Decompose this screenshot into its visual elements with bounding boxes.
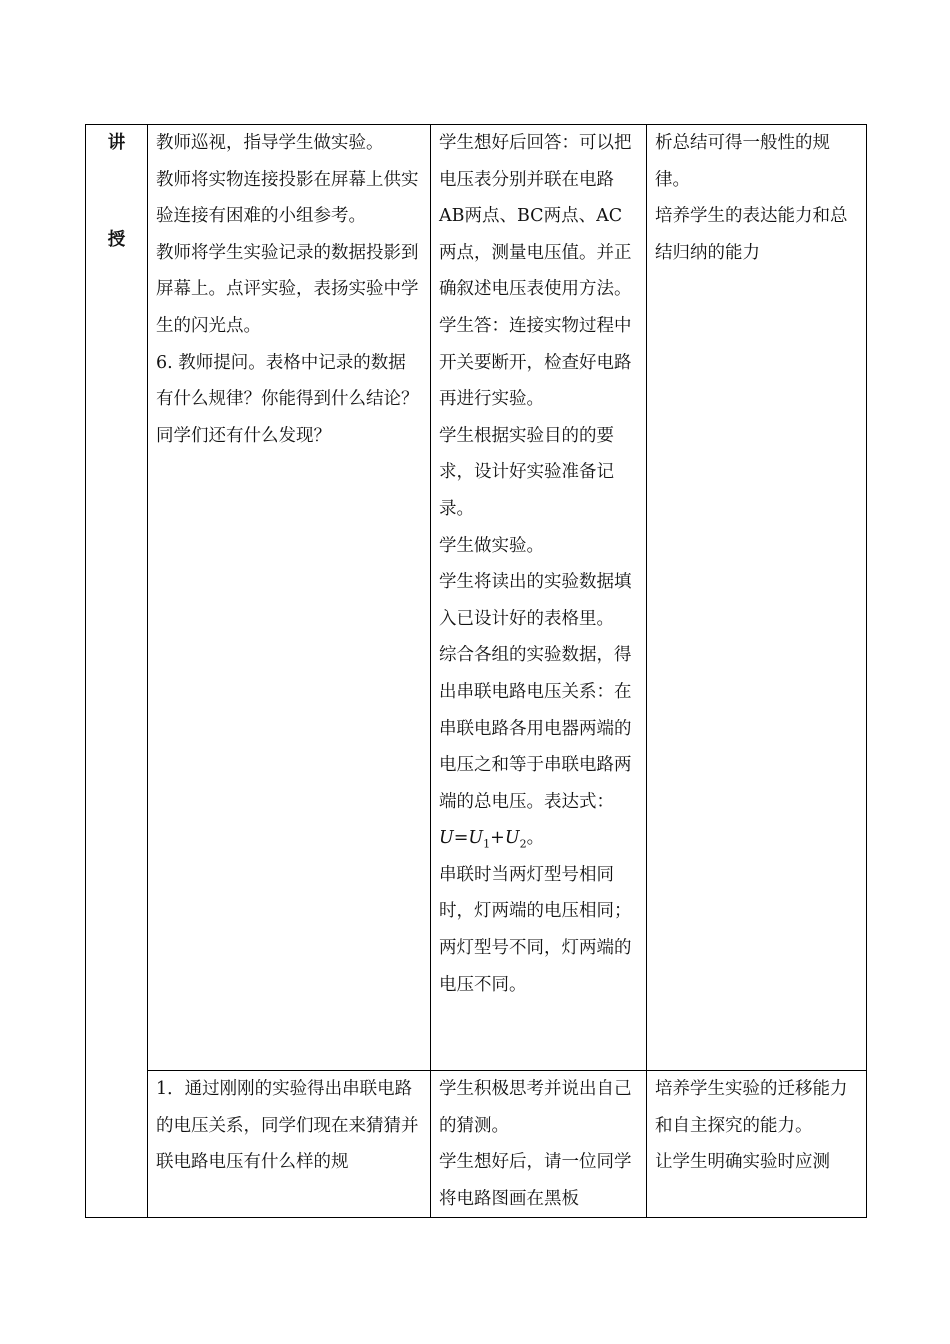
formula-u1: U — [468, 828, 484, 849]
formula-sub2: 2 — [519, 837, 527, 851]
formula-sub1: 1 — [483, 837, 491, 851]
formula-u2: U — [504, 828, 520, 849]
teacher-activity-cell — [148, 1071, 431, 1218]
teacher-paragraph: 同学们还有什么发现？ — [156, 425, 331, 446]
formula-eq: = — [453, 828, 469, 849]
student-paragraph: 串联时当两灯型号相同时，灯两端的电压相同；两灯型号不同，灯两端的电压不同。 — [439, 864, 632, 995]
student-paragraph: 学生想好后回答：可以把电压表分别并联在电路AB两点、BC两点、AC两点，测量电压值。并正确叙述电压表使用方法。 — [439, 133, 632, 300]
teacher-paragraph: 1．通过刚刚的实验得出串联电路的电压关系，同学们现在来猜猜并联电路电压有什么样的规 — [156, 1079, 419, 1173]
formula-u: U — [439, 828, 454, 849]
table-row — [86, 1071, 867, 1218]
formula-end: 。 — [526, 828, 545, 849]
formula-intro: 综合各组的实验数据，得出串联电路电压关系：在串联电路各用电器两端的电压之和等于串联电路两端的总电压。表达式： — [439, 645, 632, 812]
student-activity-cell — [431, 1071, 647, 1218]
intent-paragraph: 培养学生的表达能力和总结归纳的能力 — [655, 206, 848, 263]
intent-paragraph: 析总结可得一般性的规律。 — [655, 133, 830, 190]
teacher-paragraph: 教师巡视，指导学生做实验。 — [156, 133, 384, 153]
teacher-paragraph: 教师将实物连接投影在屏幕上供实验连接有困难的小组参考。 — [156, 169, 419, 227]
formula-plus: + — [490, 828, 505, 849]
student-paragraph: 学生答：连接实物过程中开关要断开，检查好电路再进行实验。 — [439, 315, 632, 410]
intent-paragraph: 培养学生实验的迁移能力和自主探究的能力。 — [655, 1079, 848, 1136]
student-paragraph: 学生积极思考并说出自己的猜测。 — [439, 1079, 632, 1136]
design-intent-cell — [647, 1071, 867, 1218]
student-activity-cell — [431, 125, 647, 1071]
phase-label-char: 讲 — [107, 133, 126, 153]
student-paragraph: 学生想好后，请一位同学将电路图画在黑板 — [439, 1152, 632, 1209]
phase-label-cell — [86, 125, 148, 1218]
student-paragraph: 学生根据实验目的的要求，设计好实验准备记录。 — [439, 425, 614, 519]
teacher-activity-cell — [148, 125, 431, 1071]
student-paragraph-formula — [439, 637, 638, 857]
student-paragraph: 学生做实验。 — [439, 535, 544, 556]
teacher-paragraph: 6. 教师提问。表格中记录的数据有什么规律？你能得到什么结论？ — [156, 352, 419, 410]
design-intent-cell — [647, 125, 867, 1071]
intent-paragraph: 让学生明确实验时应测 — [655, 1152, 830, 1173]
phase-label-char: 授 — [107, 229, 126, 250]
table-row — [86, 125, 867, 1071]
lesson-plan-table — [85, 124, 867, 1218]
teacher-paragraph: 教师将学生实验记录的数据投影到屏幕上。点评实验，表扬实验中学生的闪光点。 — [156, 242, 419, 336]
student-paragraph: 学生将读出的实验数据填入已设计好的表格里。 — [439, 572, 632, 629]
